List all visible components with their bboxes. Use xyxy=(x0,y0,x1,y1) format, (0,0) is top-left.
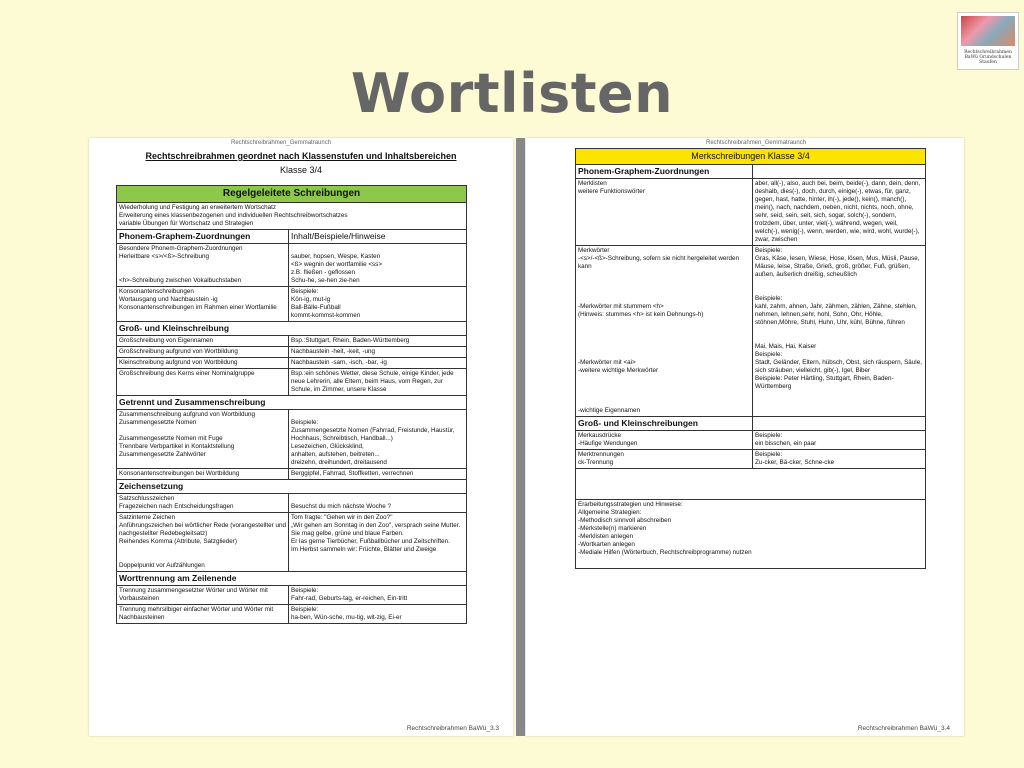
section-heading-blank xyxy=(753,165,926,179)
section-heading: Zeichensetzung xyxy=(117,480,467,494)
table-row xyxy=(117,358,467,369)
row-topic: Kleinschreibung aufgrund von Wortbildung xyxy=(117,358,289,369)
table-row xyxy=(117,410,467,469)
row-examples: sauber, hopsen, Wespe, Kasten <ß> wegnin der wortfamilie <ss> z.B. fließen - geflossen Schu-he, se-hen zie-hen xyxy=(289,244,467,287)
section-heading-blank xyxy=(753,417,926,431)
table-row xyxy=(576,450,926,469)
document-subtitle: Klasse 3/4 xyxy=(279,165,323,175)
section-heading: Phonem-Graphem-Zuordnungen xyxy=(576,165,753,179)
memo-table xyxy=(575,148,926,569)
table-title: Regelgeleitete Schreibungen xyxy=(117,186,467,203)
row-examples: Nachbaustein -heit, -keit, -ung xyxy=(289,347,467,358)
page-footer: Rechtschreibrahmen BaWü_3.3 xyxy=(406,725,499,732)
document-page-left xyxy=(89,138,513,736)
table-row xyxy=(117,287,467,322)
slide-title: Wortlisten xyxy=(350,62,674,125)
column-header-right: Inhalt/Beispiele/Hinweise xyxy=(289,230,467,244)
row-topic: Großschreibung des Kerns einer Nominalgruppe xyxy=(117,369,289,396)
table-row xyxy=(117,469,467,480)
document-page-right xyxy=(526,138,964,736)
section-heading: Groß- und Kleinschreibung xyxy=(117,322,467,336)
section-row xyxy=(576,417,926,431)
row-topic: Konsonantenschreibungen Wortausgang und Nachbaustein -ig Konsonantenschreibungen im Rahmen einer Wortfamilie xyxy=(117,287,289,322)
row-topic: Merklisten weitere Funktionswörter xyxy=(576,179,753,246)
row-examples: Bsp.:ein schönes Wetter, diese Schule, einige Kinder, jede neue Lehrerin, alle Eltern, beim Haus, vom Regen, zur Schule, im Zimmer, unsere Klasse xyxy=(289,369,467,396)
row-topic: Besondere Phonem-Graphem-Zuordnungen Herleitbare <s>/<ß>-Schreibung <h>-Schreibung zwischen Vokalbuchstaben xyxy=(117,244,289,287)
logo xyxy=(957,12,1019,70)
table-row xyxy=(117,336,467,347)
section-row xyxy=(576,165,926,179)
blank-row xyxy=(576,469,926,500)
table-row xyxy=(117,369,467,396)
row-topic: Satzschlusszeichen Fragezeichen nach Entscheidungsfragen xyxy=(117,494,289,513)
row-examples: Bsp.:Stuttgart, Rhein, Baden-Württemberg xyxy=(289,336,467,347)
page-footer: Rechtschreibrahmen BaWü_3.4 xyxy=(857,725,950,732)
table-row xyxy=(117,605,467,624)
row-examples: Besuchst du mich nächste Woche ? xyxy=(289,494,467,513)
row-examples: Beispiele: Zu-cker, Bä-cker, Schne-cke xyxy=(753,450,926,469)
table-row xyxy=(117,494,467,513)
row-topic: Konsonantenschreibungen bei Wortbildung xyxy=(117,469,289,480)
table-title: Merkschreibungen Klasse 3/4 xyxy=(576,149,926,165)
row-topic: Trennung zusammengesetzter Wörter und Wörter mit Vorbausteinen xyxy=(117,586,289,605)
row-examples: Tom fragte: "Gehen wir in den Zoo?" „Wir gehen am Sonntag in den Zoo", versprach seine Mutter. Sie mag gelbe, grüne und blaue Farben. Er las gerne Tierbücher, Fußballbücher und Zeitschriften. Im Herbst sammeln wir: Früchte, Blätter und Zweige xyxy=(289,513,467,572)
table-row xyxy=(576,246,926,417)
row-topic: Zusammenschreibung aufgrund von Wortbildung Zusammengesetzte Nomen Zusammengesetzte Nomen mit Fuge Trennbare Verbpartikel in Kontaktstellung Zusammengesetzte Zahlwörter xyxy=(117,410,289,469)
section-row xyxy=(117,572,467,586)
row-topic: Merkausdrücke -Häufige Wendungen xyxy=(576,431,753,450)
row-topic: Trennung mehrsilbiger einfacher Wörter und Wörter mit Nachbausteinen xyxy=(117,605,289,624)
row-examples: Beispiele: Gras, Käse, lesen, Wiese, Hose, lösen, Mus, Müsli, Pause, Mäuse, leise, Straße, Grieß, groß, größer, Fuß, grüßen, außen, äußerlich dreißig, scheußlich Beispiele: kahl, zahm, ahnen, Jahr, zähmen, zählen, Zähne, stehlen, nehmen, lehnen,sehr, hohl, Sohn, Ohr, Höhle, stöhnen,Möhre, Stuhl, Huhn, Uhr, kühl, Bühne, führen Mai, Mais, Hai, Kaiser Beispiele: Stadt, Geländer, Eltern, hübsch, Obst, sich räuspern, Säule, sich sträuben, vielleicht, gib(-), Igel, Biber Beispiele: Peter Härtling, Stuttgart, Rhein, Baden-Württemberg xyxy=(753,246,926,417)
row-topic: Merktrennungen ck-Trennung xyxy=(576,450,753,469)
rules-table xyxy=(116,185,467,624)
document-title: Rechtschreibrahmen geordnet nach Klassenstufen und Inhaltsbereichen xyxy=(145,151,457,161)
table-row xyxy=(117,347,467,358)
section-row xyxy=(117,322,467,336)
row-topic: Großschreibung von Eigennamen xyxy=(117,336,289,347)
notes-row xyxy=(576,500,926,569)
row-examples: Beispiele: ein bisschen, ein paar xyxy=(753,431,926,450)
section-row xyxy=(117,480,467,494)
row-examples: Beispiele: Zusammengesetzte Nomen (Fahrrad, Freistunde, Haustür, Hochhaus, Schreibtisch, Handball...) Lesezeichen, Glücksklind, anhalten, aufstehen, beitreten... dreizehn, dreihundert, dreitausend xyxy=(289,410,467,469)
table-intro: Wiederholung und Festigung an erweitertem Wortschatz Erweiterung eines klassenbezogenen und individuellen Rechtschreibwortschatzes variable Übungen für Wortschatz und Strategien xyxy=(117,203,467,230)
row-examples: Beispiele: Kön-ig, mut-ig Ball-Bälle-Fußball kommt-kommst-kommen xyxy=(289,287,467,322)
row-examples: aber, all(-), also, auch bei, beim, beide(-), dann, dein, denn, deshalb, dies(-), doch, durch, einige(-), etwas, für, ganz, gegen, hast, hatte, hinter, ih(-), jede(), kein(), manch(), mein(), nach, nachdem, neben, nicht, nichts, noch, ohne, sehr, seid, sein, seit, sich, sogar, solch(-), sondern, trotzdem, über, unter, viel(-), während, wegen, weil, welch(-), wenig(-), wenn, werden, wie, wird, wohl, wurde(-), zwar, zwischen xyxy=(753,179,926,246)
table-row xyxy=(576,179,926,246)
page-header: Rechtschreibrahmen_Gemmatraunch xyxy=(231,140,332,146)
column-header-left: Phonem-Graphem-Zuordnungen xyxy=(117,230,289,244)
row-examples: Beispiele: Fahr-rad, Geburts-tag, er-reichen, Ein-tritt xyxy=(289,586,467,605)
section-heading: Worttrennung am Zeilenende xyxy=(117,572,467,586)
section-heading: Getrennt und Zusammenschreibung xyxy=(117,396,467,410)
table-row xyxy=(117,513,467,572)
row-examples: Berggipfel, Fahrrad, Stoffketten, verrechnen xyxy=(289,469,467,480)
row-examples: Beispiele: ha-ben, Wün-sche, mu-tig, wit-zig, Ei-er xyxy=(289,605,467,624)
blank-cell xyxy=(576,469,926,500)
table-row xyxy=(117,586,467,605)
row-topic: Merkwörter -<s>/-<ß>-Schreibung, sofern sie nicht hergeleitet werden kann -Merkwörter mit stummem <h> (Hinweis: stummes <h> ist kein Dehnungs-h) -Merkwörter mit <ai> -weitere wichtige Merkwörter -wichtige Eigennamen xyxy=(576,246,753,417)
table-row xyxy=(117,244,467,287)
logo-caption: Rechtschreibrahmen BaWü Grundschulen Staufen xyxy=(964,50,1012,65)
page-divider xyxy=(516,138,525,736)
page-header: Rechtschreibrahmen_Gemmatraunch xyxy=(706,140,807,146)
row-topic: Satzinterne Zeichen Anführungszeichen bei wörtlicher Rede (vorangestellter und nachgestellter Redebegleitsatz) Reihendes Komma (Attribute, Satzglieder) Doppelpunkt vor Aufzählungen xyxy=(117,513,289,572)
section-heading: Groß- und Kleinschreibungen xyxy=(576,417,753,431)
row-topic: Großschreibung aufgrund von Wortbildung xyxy=(117,347,289,358)
logo-photo xyxy=(961,16,1015,46)
table-row xyxy=(576,431,926,450)
row-examples: Nachbaustein -sam, -isch, -bar, -ig xyxy=(289,358,467,369)
notes-cell: Erarbeitungsstrategien und Hinweise: Allgemeine Strategien: -Methodisch sinnvoll abschreiben -Merkstelle(n) markieren -Merklisten anlegen -Wortkarten anlegen -Mediale Hilfen (Wörterbuch, Rechtschreibprogramme) nutzen xyxy=(576,500,926,569)
section-row xyxy=(117,396,467,410)
